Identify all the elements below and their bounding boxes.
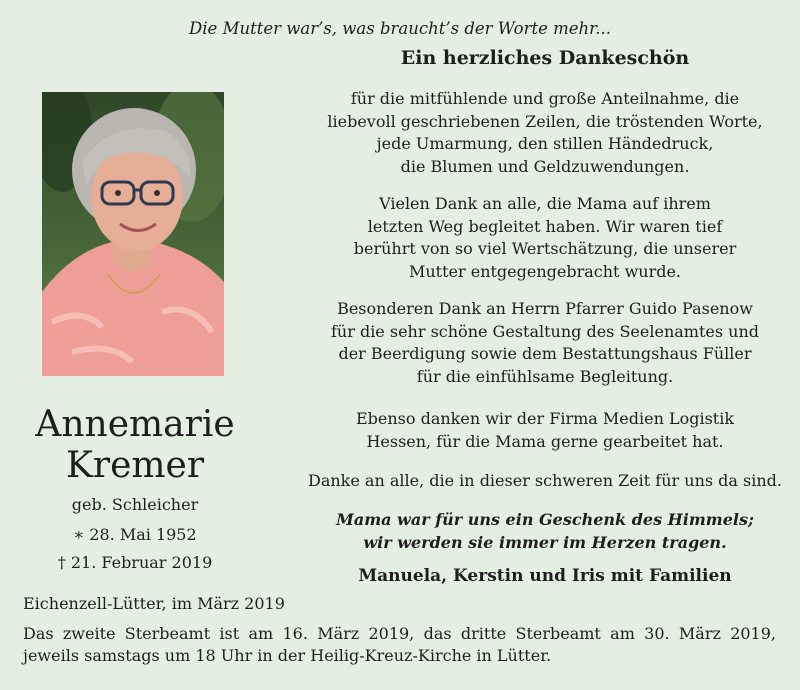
- deceased-last-name: Kremer: [65, 445, 205, 486]
- text-line: liebevoll geschriebenen Zeilen, die tröstenden Worte,: [327, 111, 763, 131]
- text-line: jeweils samstags um 18 Uhr in der Heilig-Kreuz-Kirche in Lütter.: [23, 646, 552, 665]
- motto: Die Mutter war’s, was braucht’s der Worte mehr...: [189, 19, 611, 38]
- text-line: wir werden sie immer im Herzen tragen.: [363, 533, 727, 552]
- text-line: Mama war für uns ein Geschenk des Himmels;: [336, 510, 754, 529]
- text-line: Das zweite Sterbeamt ist am 16. März 2019, das dritte Sterbeamt am 30. März 2019,: [23, 624, 776, 643]
- text-line: für die sehr schöne Gestaltung des Seelenamtes und: [330, 321, 760, 341]
- death-date: † 21. Februar 2019: [57, 553, 213, 572]
- deceased-first-name: Annemarie: [35, 404, 235, 445]
- memorial-service-notice: [23, 623, 776, 667]
- text-line: Ebenso danken wir der Firma Medien Logistik: [355, 409, 735, 428]
- portrait-photo: [42, 92, 224, 376]
- text-line: für die mitfühlende und große Anteilnahme, die: [350, 89, 740, 108]
- paragraph-company-thanks: [290, 408, 800, 453]
- place-date: Eichenzell-Lütter, im März 2019: [23, 594, 285, 613]
- text-line: Vielen Dank an alle, die Mama auf ihrem: [379, 194, 711, 213]
- paragraph-general-thanks: [290, 470, 800, 493]
- closing-quote: [290, 508, 800, 554]
- paragraph-special-thanks: [290, 298, 800, 388]
- text-line: jede Umarmung, den stillen Händedruck,: [376, 134, 714, 153]
- paragraph-farewell: [290, 193, 800, 283]
- birth-date: ∗ 28. Mai 1952: [73, 525, 197, 544]
- signers: Manuela, Kerstin und Iris mit Familien: [358, 566, 732, 586]
- text-line: die Blumen und Geldzuwendungen.: [400, 156, 690, 176]
- maiden-name: geb. Schleicher: [71, 495, 199, 514]
- text-line: berührt von so viel Wertschätzung, die unserer: [353, 239, 737, 258]
- text-line: Danke an alle, die in dieser schweren Zeit für uns da sind.: [308, 471, 782, 490]
- text-line: letzten Weg begleitet haben. Wir waren tief: [367, 216, 723, 236]
- text-line: Hessen, für die Mama gerne gearbeitet hat.: [366, 431, 724, 451]
- text-line: Mutter entgegengebracht wurde.: [408, 261, 682, 281]
- portrait-illustration: [42, 92, 224, 376]
- thanks-heading: Ein herzliches Dankeschön: [400, 47, 690, 69]
- text-line: für die einfühlsame Begleitung.: [416, 366, 674, 386]
- paragraph-condolences: [290, 88, 800, 178]
- text-line: der Beerdigung sowie dem Bestattungshaus Füller: [338, 344, 752, 363]
- text-line: Besonderen Dank an Herrn Pfarrer Guido Pasenow: [337, 299, 753, 318]
